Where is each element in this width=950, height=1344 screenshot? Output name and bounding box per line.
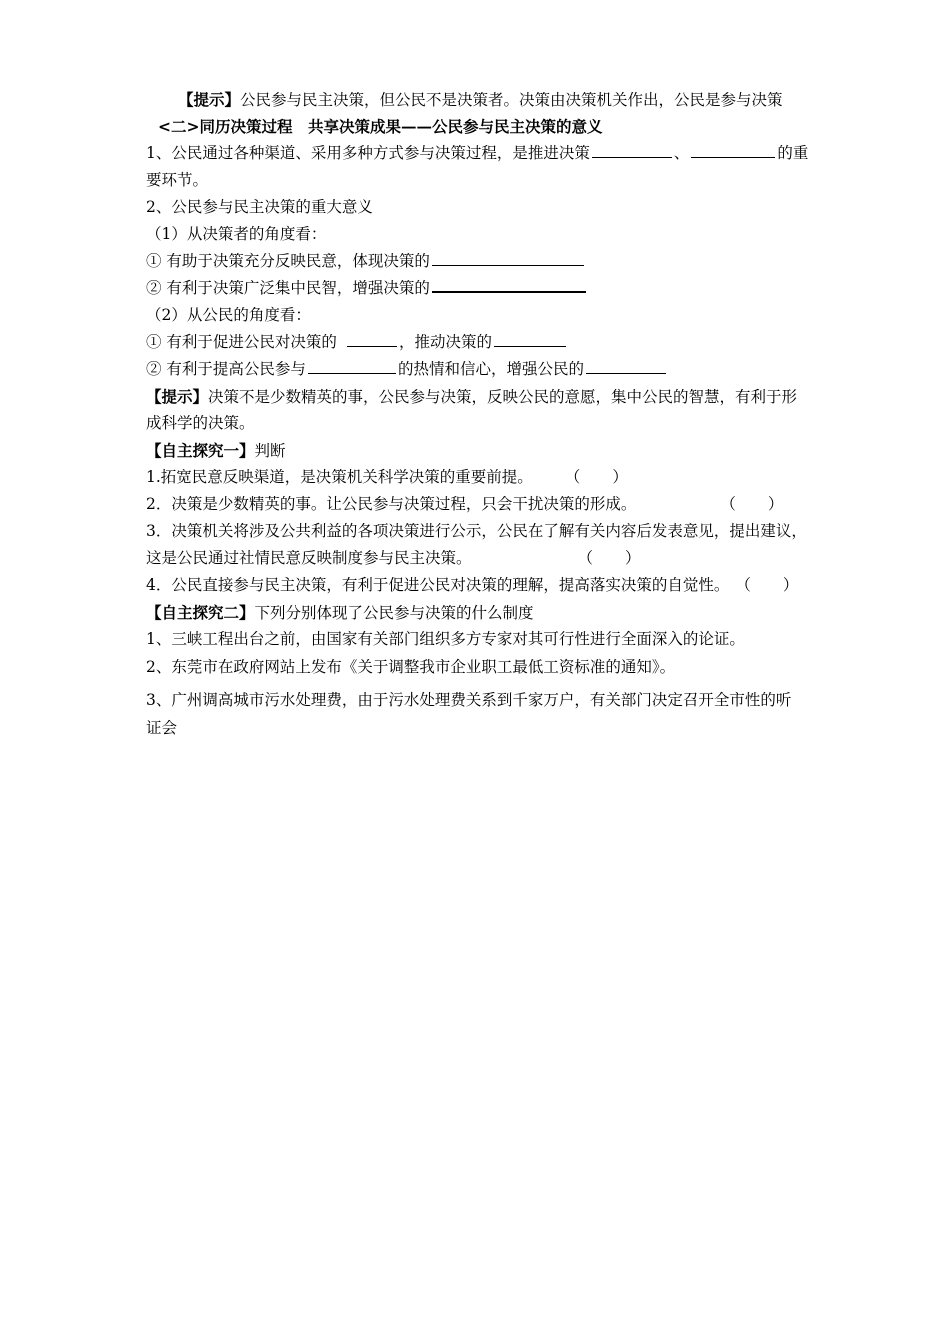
hint-line-2a: 【提示】决策不是少数精英的事，公民参与决策，反映公民的意愿，集中公民的智慧，有利于形	[146, 387, 798, 406]
judge-item-4: 4．公民直接参与民主决策，有利于促进公民对决策的理解，提高落实决策的自觉性。 （ ）	[146, 572, 870, 599]
judge-item-3a: 3．决策机关将涉及公共利益的各项决策进行公示，公民在了解有关内容后发表意见，提出建议，	[146, 522, 807, 540]
judge-item-2: 2．决策是少数精英的事。让公民参与决策过程，只会干扰决策的形成。 （ ）	[146, 491, 870, 518]
explore-2-title: 【自主探究二】下列分别体现了公民参与决策的什么制度	[146, 603, 534, 622]
answer-blank[interactable]	[592, 141, 672, 158]
answer-paren[interactable]: （ ）	[720, 495, 784, 513]
answer-blank[interactable]	[586, 357, 666, 374]
document-page	[146, 86, 870, 742]
judge-item-1: 1.拓宽民意反映渠道，是决策机关科学决策的重要前提。 （ ）	[146, 464, 870, 491]
point-1-line-a: 1、公民通过各种渠道、采用多种方式参与决策过程，是推进决策 、 的重	[146, 140, 870, 167]
point-2-sub-1-item-1: ① 有助于决策充分反映民意，体现决策的	[146, 248, 870, 275]
answer-paren[interactable]: （ ）	[577, 549, 641, 567]
section-title: <二>同历决策过程 共享决策成果——公民参与民主决策的意义	[158, 117, 603, 136]
point-2-sub-1: （1）从决策者的角度看：	[146, 225, 327, 243]
case-item-3b: 证会	[146, 719, 178, 737]
answer-blank[interactable]	[432, 249, 584, 266]
point-2-sub-2-item-1: ① 有利于促进公民对决策的 ，推动决策的	[146, 329, 870, 356]
hint-tag: 【提示】	[178, 90, 241, 109]
point-2-sub-1-item-2: ② 有利于决策广泛集中民智，增强决策的	[146, 275, 870, 302]
answer-blank[interactable]	[347, 330, 397, 347]
explore-1-title: 【自主探究一】判断	[146, 441, 286, 460]
point-2-sub-2-item-2: ② 有利于提高公民参与 的热情和信心，增强公民的	[146, 356, 870, 383]
answer-blank[interactable]	[494, 330, 566, 347]
answer-blank[interactable]	[432, 275, 586, 293]
hint-line-2b: 成科学的决策。	[146, 414, 255, 432]
case-item-2: 2、东莞市在政府网站上发布《关于调整我市企业职工最低工资标准的通知》。	[146, 658, 676, 676]
case-item-3a: 3、广州调高城市污水处理费，由于污水处理费关系到千家万户，有关部门决定召开全市性的听	[146, 691, 792, 709]
point-1-line-b: 要环节。	[146, 171, 209, 189]
answer-paren[interactable]: （ ）	[735, 576, 799, 594]
judge-item-3b: 这是公民通过社情民意反映制度参与民主决策。 （ ）	[146, 545, 870, 572]
answer-paren[interactable]: （ ）	[564, 468, 628, 486]
point-2-sub-2: （2）从公民的角度看：	[146, 306, 311, 324]
answer-blank[interactable]	[308, 357, 396, 374]
point-2-title: 2、公民参与民主决策的重大意义	[146, 198, 373, 216]
hint-line-1	[160, 86, 870, 113]
hint-text: 公民参与民主决策，但公民不是决策者。决策由决策机关作出，公民是参与决策	[240, 91, 783, 109]
case-item-1: 1、三峡工程出台之前，由国家有关部门组织多方专家对其可行性进行全面深入的论证。	[146, 630, 745, 648]
answer-blank[interactable]	[691, 141, 775, 158]
